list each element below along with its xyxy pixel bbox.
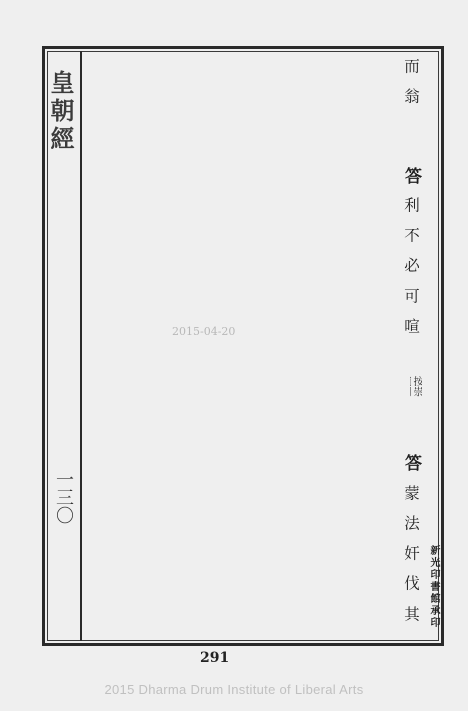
text-column: 伐 (402, 575, 420, 592)
annotation-note: 按崇 (411, 376, 422, 398)
text-column: 必 (402, 257, 420, 274)
section-heading: 答 (401, 454, 421, 472)
spine-title: 皇朝經 (46, 70, 75, 154)
spine-divider (80, 51, 82, 641)
section-heading: 答 (401, 166, 421, 185)
publisher-imprint: 新光印書館承印 (428, 545, 439, 629)
text-column: 不 (402, 227, 420, 244)
text-column: 蒙 (402, 484, 420, 501)
main-text-columns (86, 58, 422, 636)
text-column: 可 (402, 287, 420, 304)
text-column: 其 (402, 605, 420, 622)
page-number: 291 (200, 650, 230, 666)
text-column: 而 (402, 58, 420, 74)
spine-page-mark: 一三〇 (53, 470, 74, 524)
text-column: 喧 (402, 317, 420, 334)
text-column: 翁 (402, 88, 420, 105)
text-column: 奸 (402, 545, 420, 562)
date-watermark: 2015-04-20 (172, 325, 236, 338)
copyright-watermark: 2015 Dharma Drum Institute of Liberal Arts (104, 682, 364, 697)
text-column: 法 (402, 514, 420, 531)
text-column: 利 (402, 196, 420, 213)
